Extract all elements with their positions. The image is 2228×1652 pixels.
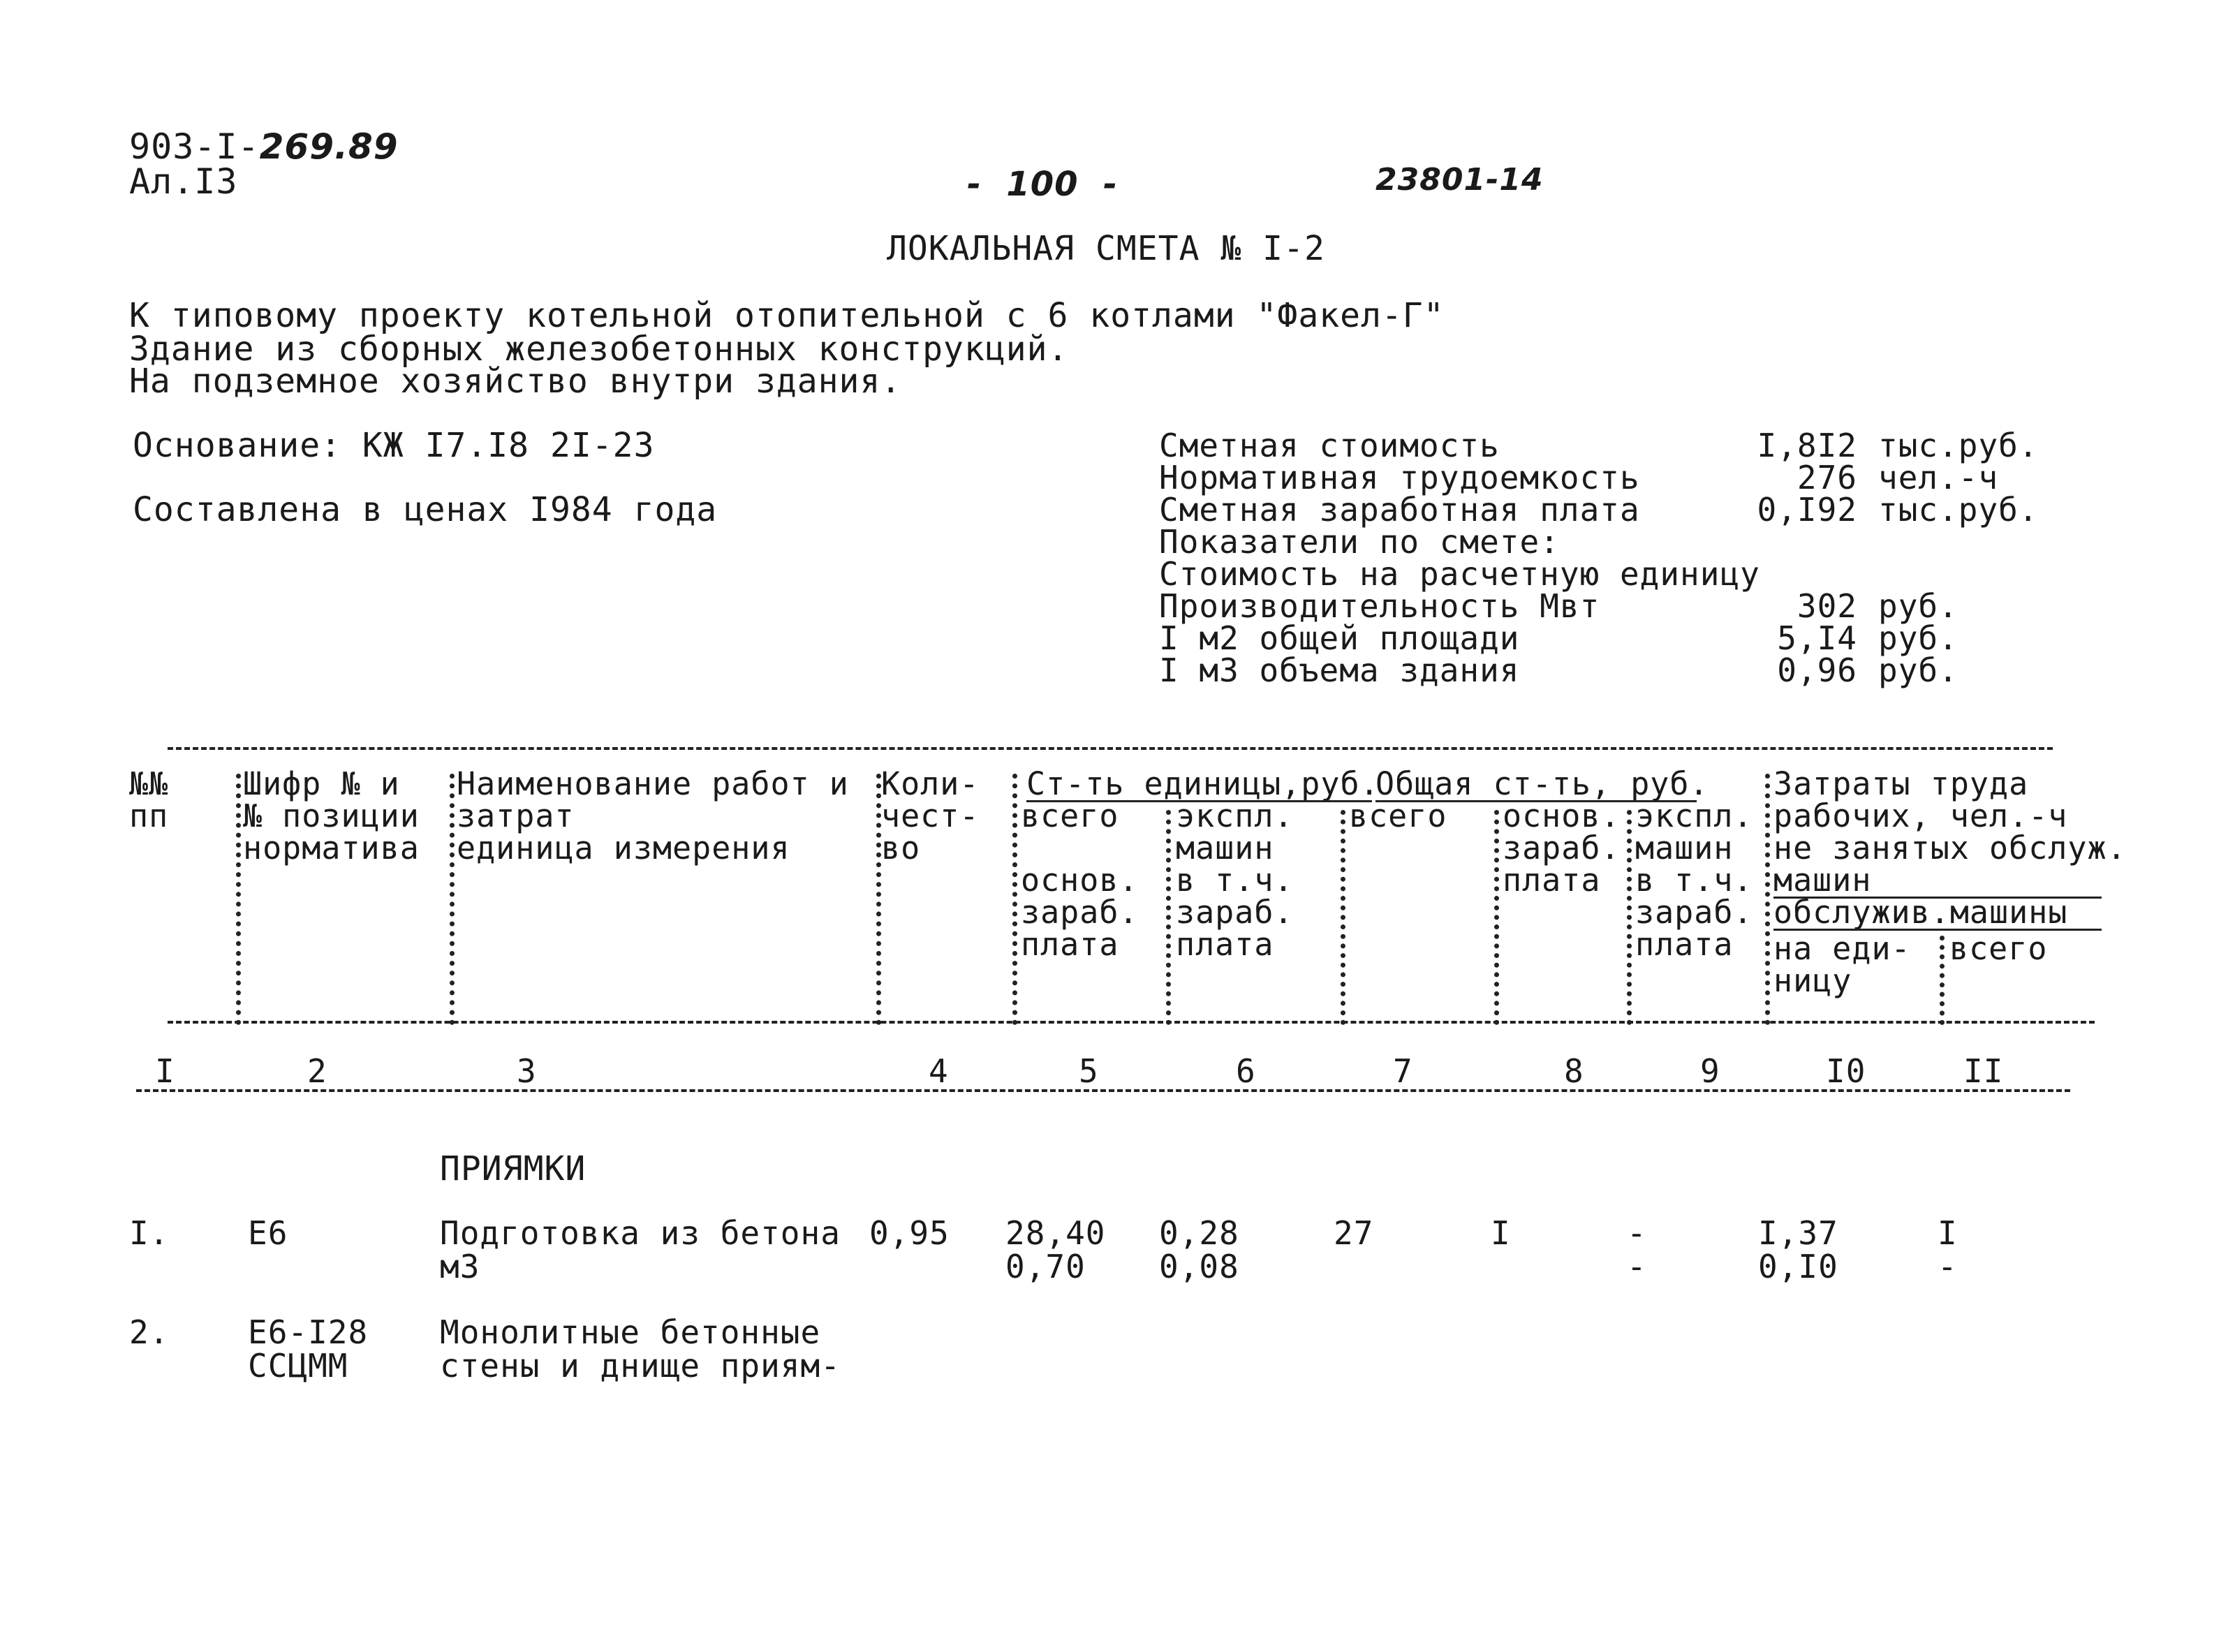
- doc-code-handwritten: 269.89: [259, 126, 399, 167]
- prices-year: Составлена в ценах I984 года: [133, 490, 718, 529]
- indicator-value-1: 302: [1797, 587, 1857, 625]
- header-number: №№ пп: [129, 765, 169, 834]
- section-title: ПРИЯМКИ: [440, 1149, 586, 1188]
- column-number-1: I: [155, 1052, 175, 1090]
- basis: Основание: КЖ I7.I8 2I-23: [133, 426, 655, 465]
- indicator-label-1: Производительность Мвт: [1159, 587, 1600, 625]
- row-2-name: Монолитные бетонные стены и днище приям-: [440, 1313, 841, 1385]
- header-total-machines: экспл. машин в т.ч. зараб. плата: [1635, 797, 1753, 963]
- header-labor-per-unit: на еди- ницу: [1773, 930, 1911, 999]
- row-1-unit-machines: 0,28 0,08: [1159, 1214, 1239, 1285]
- header-total-cost: Общая ст-ть, руб.: [1375, 765, 1709, 802]
- table-header-bottom-rule: [168, 1021, 2095, 1024]
- intro-line-3: На подземное хозяйство внутри здания.: [129, 362, 902, 401]
- header-labor-sub: обслужив.машины: [1773, 894, 2068, 931]
- summary-label-1: Сметная стоимость: [1159, 427, 1500, 464]
- indicator-unit-2: руб.: [1878, 619, 1958, 657]
- column-number-6: 6: [1236, 1052, 1256, 1090]
- column-numbers-rule: [136, 1089, 2070, 1092]
- indicator-label-2: I м2 общей площади: [1159, 619, 1520, 657]
- row-1-name: Подготовка из бетона м3: [440, 1214, 841, 1285]
- table-top-rule: [168, 747, 2053, 750]
- col-sep-4: [1012, 774, 1017, 1025]
- row-1-quantity: 0,95: [869, 1214, 950, 1252]
- column-number-8: 8: [1564, 1052, 1584, 1090]
- row-1-total-wage: I: [1491, 1214, 1511, 1252]
- column-number-2: 2: [307, 1052, 327, 1090]
- indicator-unit-3: руб.: [1878, 651, 1958, 689]
- document-title: ЛОКАЛЬНАЯ СМЕТА № I-2: [887, 229, 1325, 268]
- column-number-11: II: [1963, 1052, 2004, 1090]
- row-2-code: Е6-I28 ССЦММ: [248, 1313, 369, 1385]
- column-number-9: 9: [1700, 1052, 1720, 1090]
- summary-value-2: 276: [1797, 459, 1857, 496]
- doc-code: 903-I-269.89: [129, 126, 399, 167]
- col-sep-7: [1494, 810, 1499, 1025]
- row-1-labor-unit: I,37 0,I0: [1758, 1214, 1838, 1285]
- indicators-title: Показатели по смете:: [1159, 523, 1560, 561]
- header-name: Наименование работ и затрат единица измерения: [457, 765, 849, 866]
- col-sep-8: [1627, 810, 1632, 1025]
- column-number-3: 3: [517, 1052, 537, 1090]
- album-number: Ал.I3: [129, 161, 238, 202]
- summary-unit-2: чел.-ч: [1878, 459, 1999, 496]
- header-total-wage: основ. зараб. плата: [1503, 797, 1621, 899]
- summary-label-3: Сметная заработная плата: [1159, 491, 1640, 529]
- col-sep-9: [1765, 774, 1770, 1025]
- indicator-value-2: 5,I4: [1777, 619, 1857, 657]
- summary-unit-3: тыс.руб.: [1878, 491, 2039, 529]
- column-number-10: I0: [1826, 1052, 1866, 1090]
- row-1-unit-total: 28,40 0,70: [1005, 1214, 1106, 1285]
- row-1-total: 27: [1334, 1214, 1374, 1252]
- col-sep-2: [450, 774, 455, 1025]
- header-labor: Затраты труда рабочих, чел.-ч не занятых обслуж. машин: [1773, 765, 2127, 899]
- header-unit-machines: экспл. машин в т.ч. зараб. плата: [1176, 797, 1294, 963]
- col-sep-5: [1166, 810, 1171, 1025]
- row-2-number: 2.: [129, 1313, 170, 1351]
- column-number-4: 4: [929, 1052, 949, 1090]
- col-sep-3: [876, 774, 881, 1025]
- summary-unit-1: тыс.руб.: [1878, 427, 2039, 464]
- header-quantity: Коли- чест- во: [881, 765, 980, 866]
- header-total: всего: [1349, 797, 1447, 834]
- summary-value-3: 0,I92: [1757, 491, 1857, 529]
- header-unit-cost: Ст-ть единицы,руб.: [1026, 765, 1380, 802]
- archive-number: 23801-14: [1375, 162, 1544, 198]
- row-1-labor-total: I -: [1938, 1214, 1958, 1285]
- page-number: - 100 -: [967, 165, 1118, 204]
- col-sep-6: [1341, 810, 1345, 1025]
- header-unit-total: всего основ. зараб. плата: [1021, 797, 1139, 963]
- column-number-5: 5: [1079, 1052, 1099, 1090]
- indicator-value-3: 0,96: [1777, 651, 1857, 689]
- row-1-total-machines: - -: [1627, 1214, 1647, 1285]
- indicator-unit-1: руб.: [1878, 587, 1958, 625]
- column-number-7: 7: [1393, 1052, 1413, 1090]
- intro-line-2: Здание из сборных железобетонных конструкций.: [129, 330, 1069, 369]
- summary-label-2: Нормативная трудоемкость: [1159, 459, 1640, 496]
- col-sep-10: [1940, 936, 1945, 1025]
- col-sep-1: [236, 774, 241, 1025]
- row-1-code: Е6: [248, 1214, 288, 1252]
- header-code: Шифр № и № позиции норматива: [243, 765, 420, 866]
- indicators-subtitle: Стоимость на расчетную единицу: [1159, 555, 1760, 593]
- summary-value-1: I,8I2: [1757, 427, 1857, 464]
- header-labor-total: всего: [1949, 930, 2048, 967]
- row-1-number: I.: [129, 1214, 170, 1252]
- intro-line-1: К типовому проекту котельной отопительной с 6 котлами "Факел-Г": [129, 296, 1445, 335]
- indicator-label-3: I м3 объема здания: [1159, 651, 1520, 689]
